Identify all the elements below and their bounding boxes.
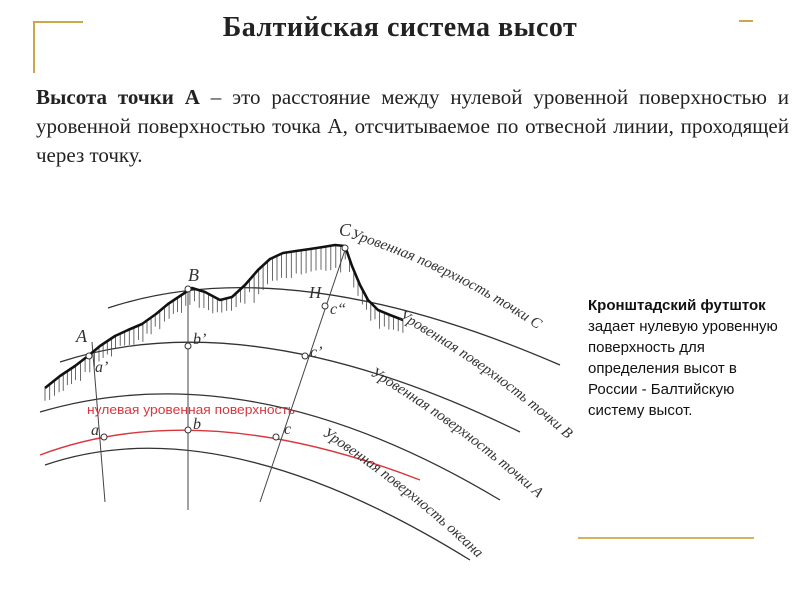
curve-label-ocean	[320, 425, 486, 561]
curve-label-surface-b	[396, 308, 575, 442]
point-c-double-prime-marker	[322, 303, 328, 309]
point-c-zero-marker	[273, 434, 279, 440]
point-a-zero-marker	[101, 434, 107, 440]
label-point-b: B	[188, 265, 199, 285]
label-a-prime: a’	[95, 359, 109, 376]
label-point-c: C	[339, 220, 352, 240]
side-note	[588, 295, 788, 421]
point-b-marker	[185, 286, 191, 292]
slide-title: Балтийская система высот	[222, 12, 578, 43]
terrain-hatching	[45, 245, 403, 401]
label-a: a	[91, 422, 99, 439]
label-h: H	[309, 283, 322, 302]
curve-label-ocean-text: Уровенная поверхность океана	[319, 424, 487, 562]
point-c-prime-marker	[302, 353, 308, 359]
label-b: b	[193, 416, 201, 433]
side-note-text: задает нулевую уровенную поверхность для определения высот в России - Балтийскую систему высот.	[588, 318, 778, 419]
label-c-prime: c’	[310, 344, 323, 361]
curve-label-surface-c	[349, 227, 545, 334]
label-c-double-prime: c“	[330, 301, 346, 318]
definition-term: Высота точки А	[36, 85, 200, 109]
curve-label-surface-c-text: Уровенная поверхность точки С	[348, 226, 545, 333]
plumb-line-c	[260, 250, 345, 502]
point-c-marker	[342, 245, 348, 251]
point-a-marker	[86, 353, 92, 359]
point-b-zero-marker	[185, 427, 191, 433]
label-b-prime: b’	[193, 331, 207, 348]
curve-label-surface-b-text: Уровенная поверхность точки В	[396, 307, 576, 443]
label-c: c	[284, 421, 292, 438]
zero-surface-label: нулевая уровенная поверхность	[87, 402, 296, 417]
label-point-a: A	[76, 326, 87, 346]
side-note-term: Кронштадский футшток	[588, 297, 766, 314]
ocean-level-surface	[45, 448, 470, 560]
definition-text: – это расстояние между нулевой уровенной поверхностью и уровенной поверхностью точка А, отсчитываемое по отвесной линии, проходящей через точку.	[36, 85, 789, 167]
point-b-prime-marker	[185, 343, 191, 349]
curve-label-surface-a-text: Уровенная поверхность точки А	[367, 364, 546, 502]
